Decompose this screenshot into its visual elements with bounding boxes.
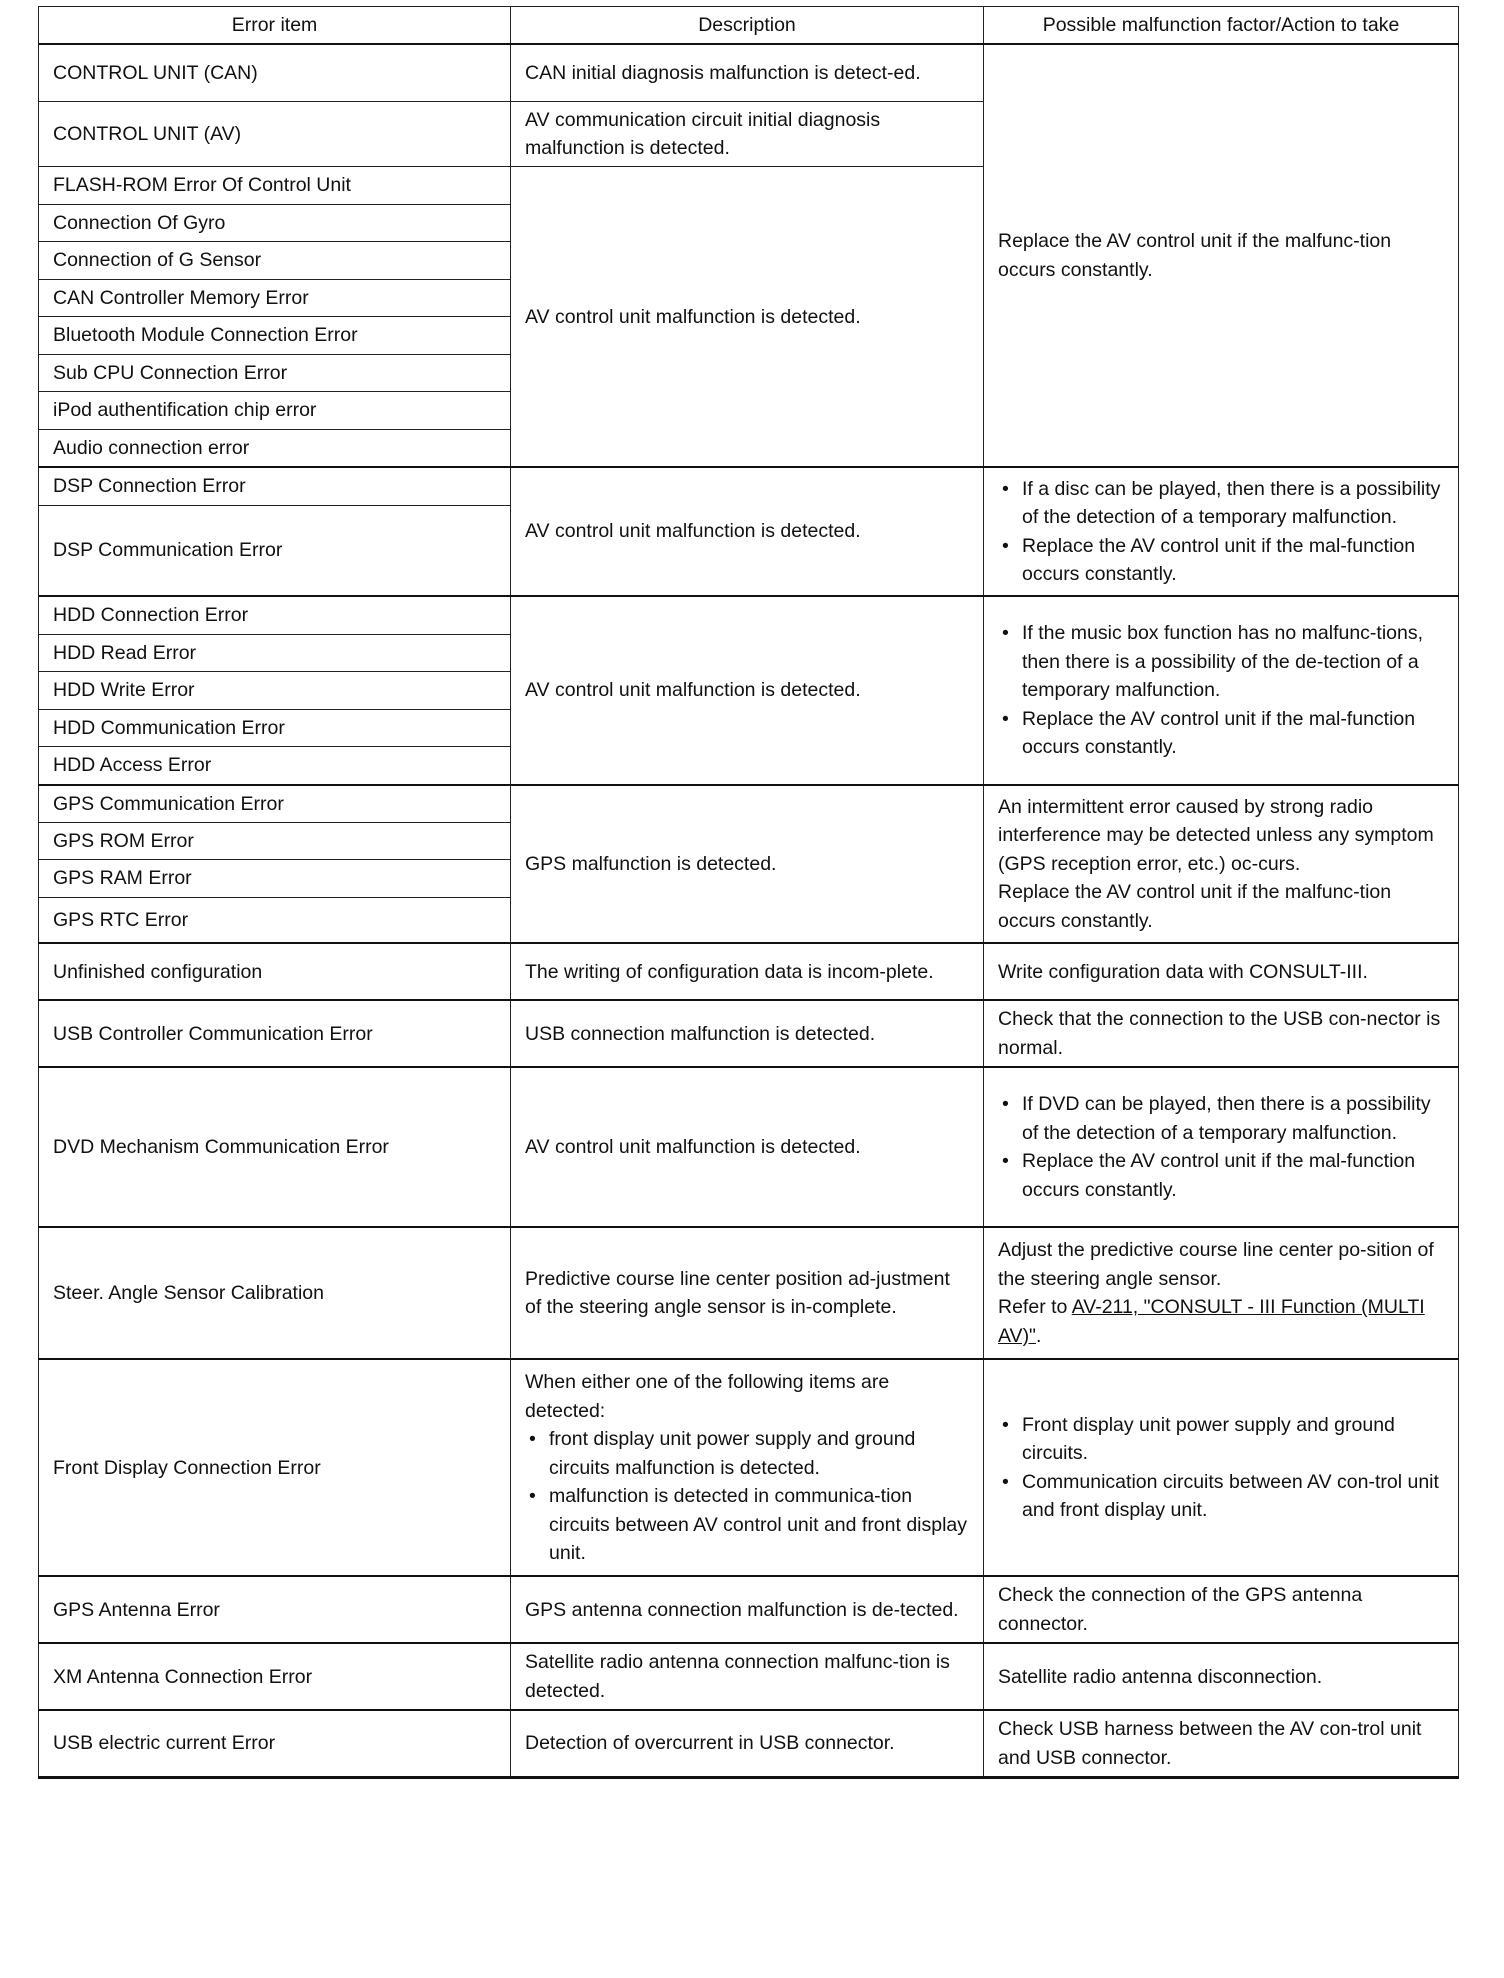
action-cell: [984, 1067, 1459, 1227]
error-item-cell: DSP Connection Error: [39, 467, 511, 505]
header-description: Description: [511, 7, 984, 45]
description-cell: Predictive course line center position ad-justment of the steering angle sensor is in-complete.: [511, 1227, 984, 1359]
description-cell: AV control unit malfunction is detected.: [511, 596, 984, 784]
action-cell: [984, 1359, 1459, 1576]
error-item-cell: CAN Controller Memory Error: [39, 279, 511, 316]
action-cell: [984, 467, 1459, 596]
bullet-item: • front display unit power supply and ground circuits malfunction is detected.: [525, 1425, 969, 1482]
table-row: [39, 1227, 1459, 1359]
action-cell: Check that the connection to the USB con-nector is normal.: [984, 1000, 1459, 1067]
error-item-cell: Unfinished configuration: [39, 943, 511, 1000]
description-cell: AV control unit malfunction is detected.: [511, 167, 984, 467]
description-cell: The writing of configuration data is incom-plete.: [511, 943, 984, 1000]
action-bullet-list: [998, 619, 1444, 761]
error-item-cell: CONTROL UNIT (CAN): [39, 44, 511, 101]
error-item-cell: GPS RAM Error: [39, 860, 511, 897]
bullet-item: • If DVD can be played, then there is a possibility of the detection of a temporary malfunction.: [998, 1090, 1444, 1147]
header-action: Possible malfunction factor/Action to take: [984, 7, 1459, 45]
av-211-reference-link[interactable]: AV-211, "CONSULT - III Function (MULTI AV)": [998, 1296, 1425, 1347]
error-item-cell: GPS RTC Error: [39, 897, 511, 943]
table-row: [39, 1359, 1459, 1576]
description-cell: Detection of overcurrent in USB connector.: [511, 1710, 984, 1777]
description-intro: When either one of the following items are detected:: [525, 1371, 890, 1422]
description-bullet-list: [525, 1425, 969, 1567]
error-item-cell: XM Antenna Connection Error: [39, 1643, 511, 1710]
error-item-cell: HDD Read Error: [39, 634, 511, 671]
description-cell: AV communication circuit initial diagnosis malfunction is detected.: [511, 101, 984, 167]
bullet-item: • Communication circuits between AV con-trol unit and front display unit.: [998, 1468, 1444, 1525]
table-row: [39, 1067, 1459, 1227]
table-row: [39, 467, 1459, 505]
table-row: [39, 596, 1459, 634]
error-item-cell: GPS ROM Error: [39, 822, 511, 859]
error-item-cell: Sub CPU Connection Error: [39, 354, 511, 391]
error-item-table: [38, 6, 1459, 1779]
error-item-cell: DVD Mechanism Communication Error: [39, 1067, 511, 1227]
action-cell: [984, 1227, 1459, 1359]
description-cell: GPS malfunction is detected.: [511, 785, 984, 944]
action-text: Replace the AV control unit if the malfunc-tion occurs constantly.: [998, 230, 1392, 281]
action-bullet-list: [998, 1411, 1444, 1525]
action-cell: [984, 44, 1459, 467]
header-error-item: Error item: [39, 7, 511, 45]
error-item-cell: HDD Write Error: [39, 672, 511, 709]
bullet-item: • Front display unit power supply and ground circuits.: [998, 1411, 1444, 1468]
table-row: [39, 943, 1459, 1000]
error-item-cell: USB electric current Error: [39, 1710, 511, 1777]
action-cell: Check the connection of the GPS antenna connector.: [984, 1576, 1459, 1643]
action-bullet-list: [998, 475, 1444, 589]
error-item-cell: Bluetooth Module Connection Error: [39, 317, 511, 354]
table-row: [39, 1000, 1459, 1067]
table-row: [39, 1643, 1459, 1710]
error-item-cell: DSP Communication Error: [39, 505, 511, 596]
description-cell: GPS antenna connection malfunction is de-tected.: [511, 1576, 984, 1643]
action-cell: An intermittent error caused by strong radio interference may be detected unless any symptom (GPS reception error, etc.) oc-curs. Replace the AV control unit if the malfunc-tion occurs constantly.: [984, 785, 1459, 944]
error-item-cell: Steer. Angle Sensor Calibration: [39, 1227, 511, 1359]
refer-end: .: [1035, 1324, 1042, 1347]
description-cell: Satellite radio antenna connection malfunc-tion is detected.: [511, 1643, 984, 1710]
description-cell: AV control unit malfunction is detected.: [511, 467, 984, 596]
action-text: Adjust the predictive course line center po-sition of the steering angle sensor.: [998, 1239, 1434, 1290]
table-header-row: [39, 7, 1459, 45]
description-cell: CAN initial diagnosis malfunction is detect-ed.: [511, 44, 984, 101]
bullet-item: • Replace the AV control unit if the mal-function occurs constantly.: [998, 1147, 1444, 1204]
bullet-item: • If a disc can be played, then there is a possibility of the detection of a temporary malfunction.: [998, 475, 1444, 532]
error-item-cell: HDD Communication Error: [39, 709, 511, 746]
description-cell: USB connection malfunction is detected.: [511, 1000, 984, 1067]
error-item-cell: USB Controller Communication Error: [39, 1000, 511, 1067]
error-item-cell: CONTROL UNIT (AV): [39, 101, 511, 167]
bullet-item: • malfunction is detected in communica-tion circuits between AV control unit and front display unit.: [525, 1482, 969, 1567]
bullet-item: • Replace the AV control unit if the mal-function occurs constantly.: [998, 532, 1444, 589]
action-cell: Write configuration data with CONSULT-III.: [984, 943, 1459, 1000]
refer-text: Refer to: [998, 1296, 1072, 1319]
action-cell: [984, 596, 1459, 784]
action-cell: Check USB harness between the AV con-trol unit and USB connector.: [984, 1710, 1459, 1777]
action-bullet-list: [998, 1090, 1444, 1204]
error-item-cell: iPod authentification chip error: [39, 392, 511, 429]
error-item-cell: GPS Communication Error: [39, 785, 511, 823]
table-row: [39, 1710, 1459, 1777]
bullet-item: • If the music box function has no malfunc-tions, then there is a possibility of the de-tection of a temporary malfunction.: [998, 619, 1444, 704]
action-cell: Satellite radio antenna disconnection.: [984, 1643, 1459, 1710]
error-item-cell: Front Display Connection Error: [39, 1359, 511, 1576]
error-item-cell: Audio connection error: [39, 429, 511, 467]
document-page: [38, 6, 1458, 1779]
table-row: [39, 44, 1459, 101]
description-cell: AV control unit malfunction is detected.: [511, 1067, 984, 1227]
table-row: [39, 1576, 1459, 1643]
table-row: [39, 785, 1459, 823]
error-item-cell: Connection of G Sensor: [39, 242, 511, 279]
error-item-cell: Connection Of Gyro: [39, 204, 511, 241]
bullet-item: • Replace the AV control unit if the mal-function occurs constantly.: [998, 705, 1444, 762]
error-item-cell: FLASH-ROM Error Of Control Unit: [39, 167, 511, 204]
error-item-cell: HDD Access Error: [39, 747, 511, 785]
description-cell: [511, 1359, 984, 1576]
error-item-cell: GPS Antenna Error: [39, 1576, 511, 1643]
error-item-cell: HDD Connection Error: [39, 596, 511, 634]
